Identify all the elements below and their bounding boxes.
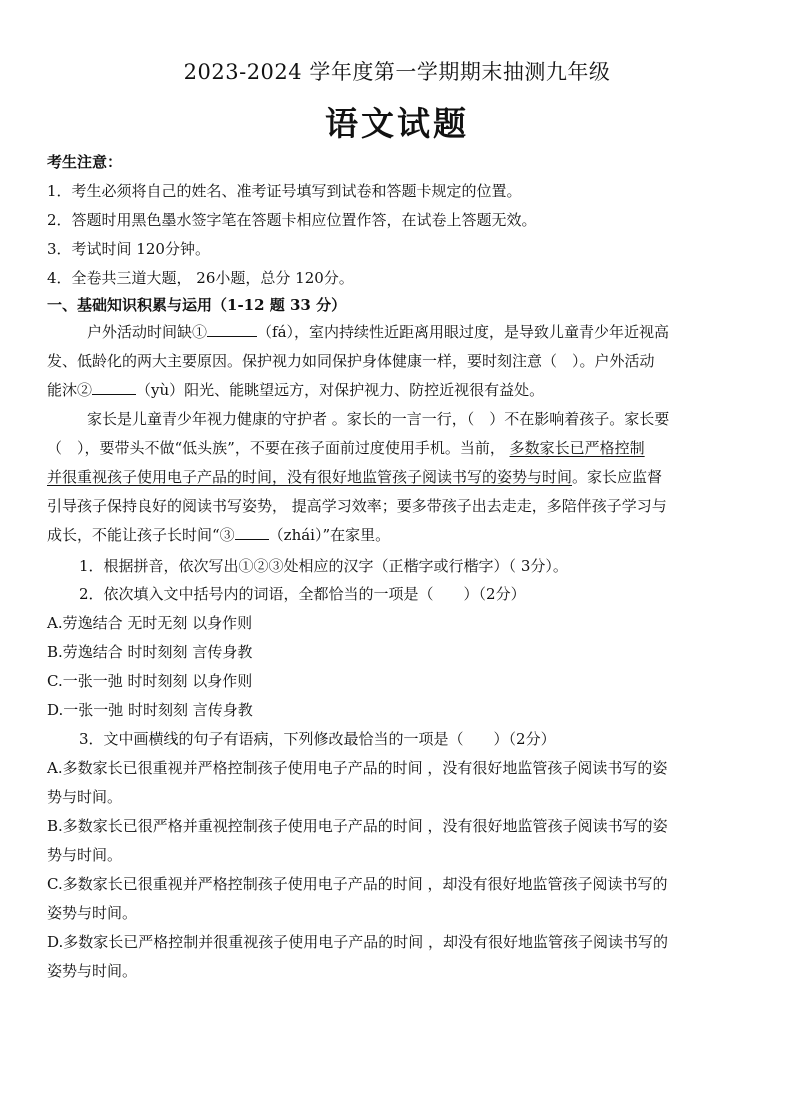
- blank-1: [207, 322, 257, 337]
- blank-2: [92, 380, 136, 395]
- question-option: A.劳逸结合 无时无刻 以身作则: [47, 614, 253, 632]
- question-option-cont: 势与时间。: [47, 788, 123, 806]
- passage-line: 引导孩子保持良好的阅读书写姿势， 提高学习效率；要多带孩子出去走走，多陪伴孩子学习与: [47, 497, 667, 515]
- exam-title: 语文试题: [325, 104, 469, 143]
- passage-line: 发、低龄化的两大主要原因。保护视力如同保护身体健康一样，要时刻注意（ ）。户外活动: [47, 352, 655, 370]
- notice-item: 4．全卷共三道大题， 26小题，总分 120分。: [47, 269, 354, 287]
- passage-line: （ ），要带头不做“低头族”，不要在孩子面前过度使用手机。当前， 多数家长已严格控制: [47, 439, 645, 457]
- underlined-sentence: 并很重视孩子使用电子产品的时间，没有很好地监管孩子阅读书写的姿势与时间: [47, 468, 573, 486]
- underlined-sentence: 多数家长已严格控制: [509, 439, 645, 457]
- question-option-cont: 势与时间。: [47, 846, 123, 864]
- notice-item: 3．考试时间 120分钟。: [47, 240, 210, 258]
- question-stem: 3．文中画横线的句子有语病，下列修改最恰当的一项是（ ）（2分）: [79, 730, 556, 748]
- question-stem: 1．根据拼音，依次写出①②③处相应的汉字（正楷字或行楷字）（ 3分）。: [79, 557, 568, 575]
- question-option-cont: 姿势与时间。: [47, 904, 138, 922]
- question-stem: 2．依次填入文中括号内的词语，全都恰当的一项是（ ）（2分）: [79, 585, 526, 603]
- exam-subtitle: 2023-2024 学年度第一学期期末抽测九年级: [183, 60, 611, 84]
- question-option: C.多数家长已很重视并严格控制孩子使用电子产品的时间 ，却没有很好地监管孩子阅读书写的: [47, 875, 668, 893]
- notice-item: 1．考生必须将自己的姓名、准考证号填写到试卷和答题卡规定的位置。: [47, 182, 522, 200]
- question-option: B.劳逸结合 时时刻刻 言传身教: [47, 643, 253, 661]
- passage-line: 家长是儿童青少年视力健康的守护者 。家长的一言一行，（ ）不在影响着孩子。家长要: [87, 410, 670, 428]
- question-option-cont: 姿势与时间。: [47, 962, 138, 980]
- question-option: D.多数家长已严格控制并很重视孩子使用电子产品的时间 ，却没有很好地监管孩子阅读书写的: [47, 933, 669, 951]
- passage-line: 并很重视孩子使用电子产品的时间，没有很好地监管孩子阅读书写的姿势与时间。家长应监督: [47, 468, 663, 486]
- passage-line: 户外活动时间缺① （fá），室内持续性近距离用眼过度，是导致儿童青少年近视高: [87, 323, 670, 341]
- notice-item: 2．答题时用黑色墨水签字笔在答题卡相应位置作答，在试卷上答题无效。: [47, 211, 537, 229]
- question-option: A.多数家长已很重视并严格控制孩子使用电子产品的时间 ，没有很好地监管孩子阅读书写的姿: [47, 759, 668, 777]
- passage-line: 成长，不能让孩子长时间“③ （zhái）”在家里。: [47, 526, 391, 544]
- question-option: C.一张一弛 时时刻刻 以身作则: [47, 672, 253, 690]
- notice-heading: 考生注意：: [47, 153, 123, 171]
- question-option: B.多数家长已很严格并重视控制孩子使用电子产品的时间 ，没有很好地监管孩子阅读书写的姿: [47, 817, 668, 835]
- section-heading: 一、基础知识积累与运用（1-12 题 33 分）: [47, 296, 347, 314]
- blank-3: [235, 525, 269, 540]
- question-option: D.一张一弛 时时刻刻 言传身教: [47, 701, 253, 719]
- passage-line: 能沐② （yù）阳光、能眺望远方，对保护视力、防控近视很有益处。: [47, 381, 545, 399]
